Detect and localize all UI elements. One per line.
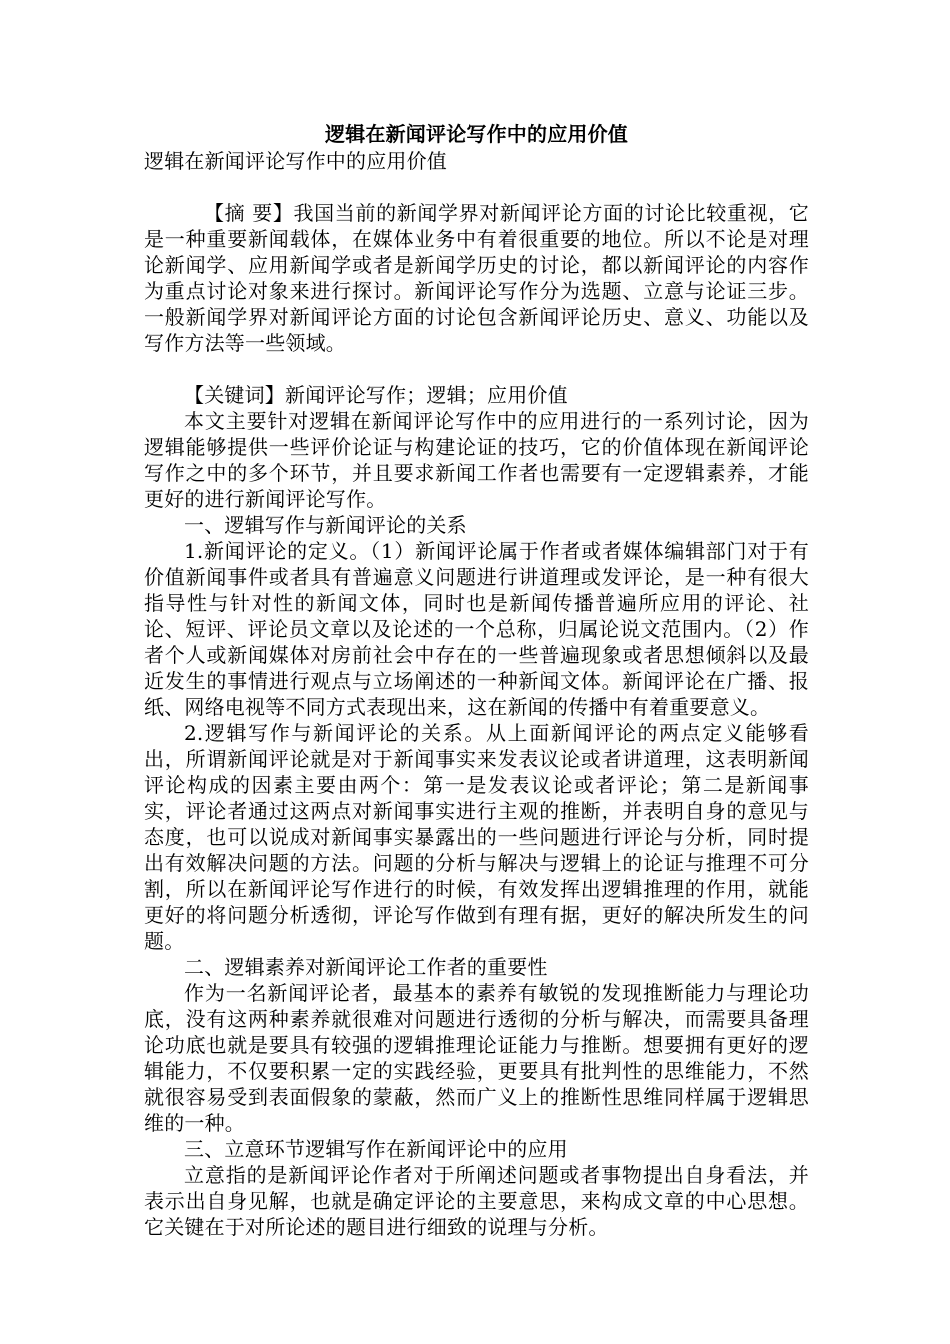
abstract-paragraph: 【摘 要】我国当前的新闻学界对新闻评论方面的讨论比较重视，它是一种重要新闻载体，在媒体业务中有着很重要的地位。所以不论是对理论新闻学、应用新闻学或者是新闻学历史的讨论，都以新闻评论的内容作为重点讨论对象来进行探讨。新闻评论写作分为选题、立意与论证三步。一般新闻学界对新闻评论方面的讨论包含新闻评论历史、意义、功能以及写作方法等一些领域。	[144, 201, 809, 355]
document-title: 逻辑在新闻评论写作中的应用价值	[325, 122, 628, 146]
section-1-paragraph-2: 2.逻辑写作与新闻评论的关系。从上面新闻评论的两点定义能够看出，所谓新闻评论就是对于新闻事实来发表议论或者讲道理，这表明新闻评论构成的因素主要由两个：第一是发表议论或者评论；第二是新闻事实，评论者通过这两点对新闻事实进行主观的推断，并表明自身的意见与态度，也可以说成对新闻事实暴露出的一些问题进行评论与分析，同时提出有效解决问题的方法。问题的分析与解决与逻辑上的论证与推理不可分割，所以在新闻评论写作进行的时候，有效发挥出逻辑推理的作用，就能更好的将问题分析透彻，评论写作做到有理有据，更好的解决所发生的问题。	[144, 721, 809, 953]
section-1-heading: 一、逻辑写作与新闻评论的关系	[184, 513, 467, 537]
section-1-paragraph-1: 1.新闻评论的定义。（1）新闻评论属于作者或者媒体编辑部门对于有价值新闻事件或者具有普遍意义问题进行讲道理或发评论，是一种有很大指导性与针对性的新闻文体，同时也是新闻传播普遍所应用的评论、社论、短评、评论员文章以及论述的一个总称，归属论说文范围内。（2）作者个人或新闻媒体对房前社会中存在的一些普遍现象或者思想倾斜以及最近发生的事情进行观点与立场阐述的一种新闻文体。新闻评论在广播、报纸、网络电视等不同方式表现出来，这在新闻的传播中有着重要意义。	[144, 539, 809, 719]
keywords-line: 【关键词】新闻评论写作；逻辑；应用价值	[184, 383, 568, 407]
document-subtitle: 逻辑在新闻评论写作中的应用价值	[144, 149, 447, 173]
section-2-heading: 二、逻辑素养对新闻评论工作者的重要性	[184, 955, 548, 979]
section-3-paragraph-1: 立意指的是新闻评论作者对于所阐述问题或者事物提出自身看法，并表示出自身见解，也就是确定评论的主要意思，来构成文章的中心思想。它关键在于对所论述的题目进行细致的说理与分析。	[144, 1163, 809, 1239]
intro-paragraph: 本文主要针对逻辑在新闻评论写作中的应用进行的一系列讨论，因为逻辑能够提供一些评价论证与构建论证的技巧，它的价值体现在新闻评论写作之中的多个环节，并且要求新闻工作者也需要有一定逻辑素养，才能更好的进行新闻评论写作。	[144, 409, 809, 511]
section-2-paragraph-1: 作为一名新闻评论者，最基本的素养有敏锐的发现推断能力与理论功底，没有这两种素养就很难对问题进行透彻的分析与解决，而需要具备理论功底也就是要具有较强的逻辑推理论证能力与推断。想要拥有更好的逻辑能力，不仅要积累一定的实践经验，更要具有批判性的思维能力，不然就很容易受到表面假象的蒙蔽，然而广义上的推断性思维同样属于逻辑思维的一种。	[144, 981, 809, 1135]
section-3-heading: 三、立意环节逻辑写作在新闻评论中的应用	[184, 1137, 568, 1161]
document-page	[144, 120, 809, 1240]
